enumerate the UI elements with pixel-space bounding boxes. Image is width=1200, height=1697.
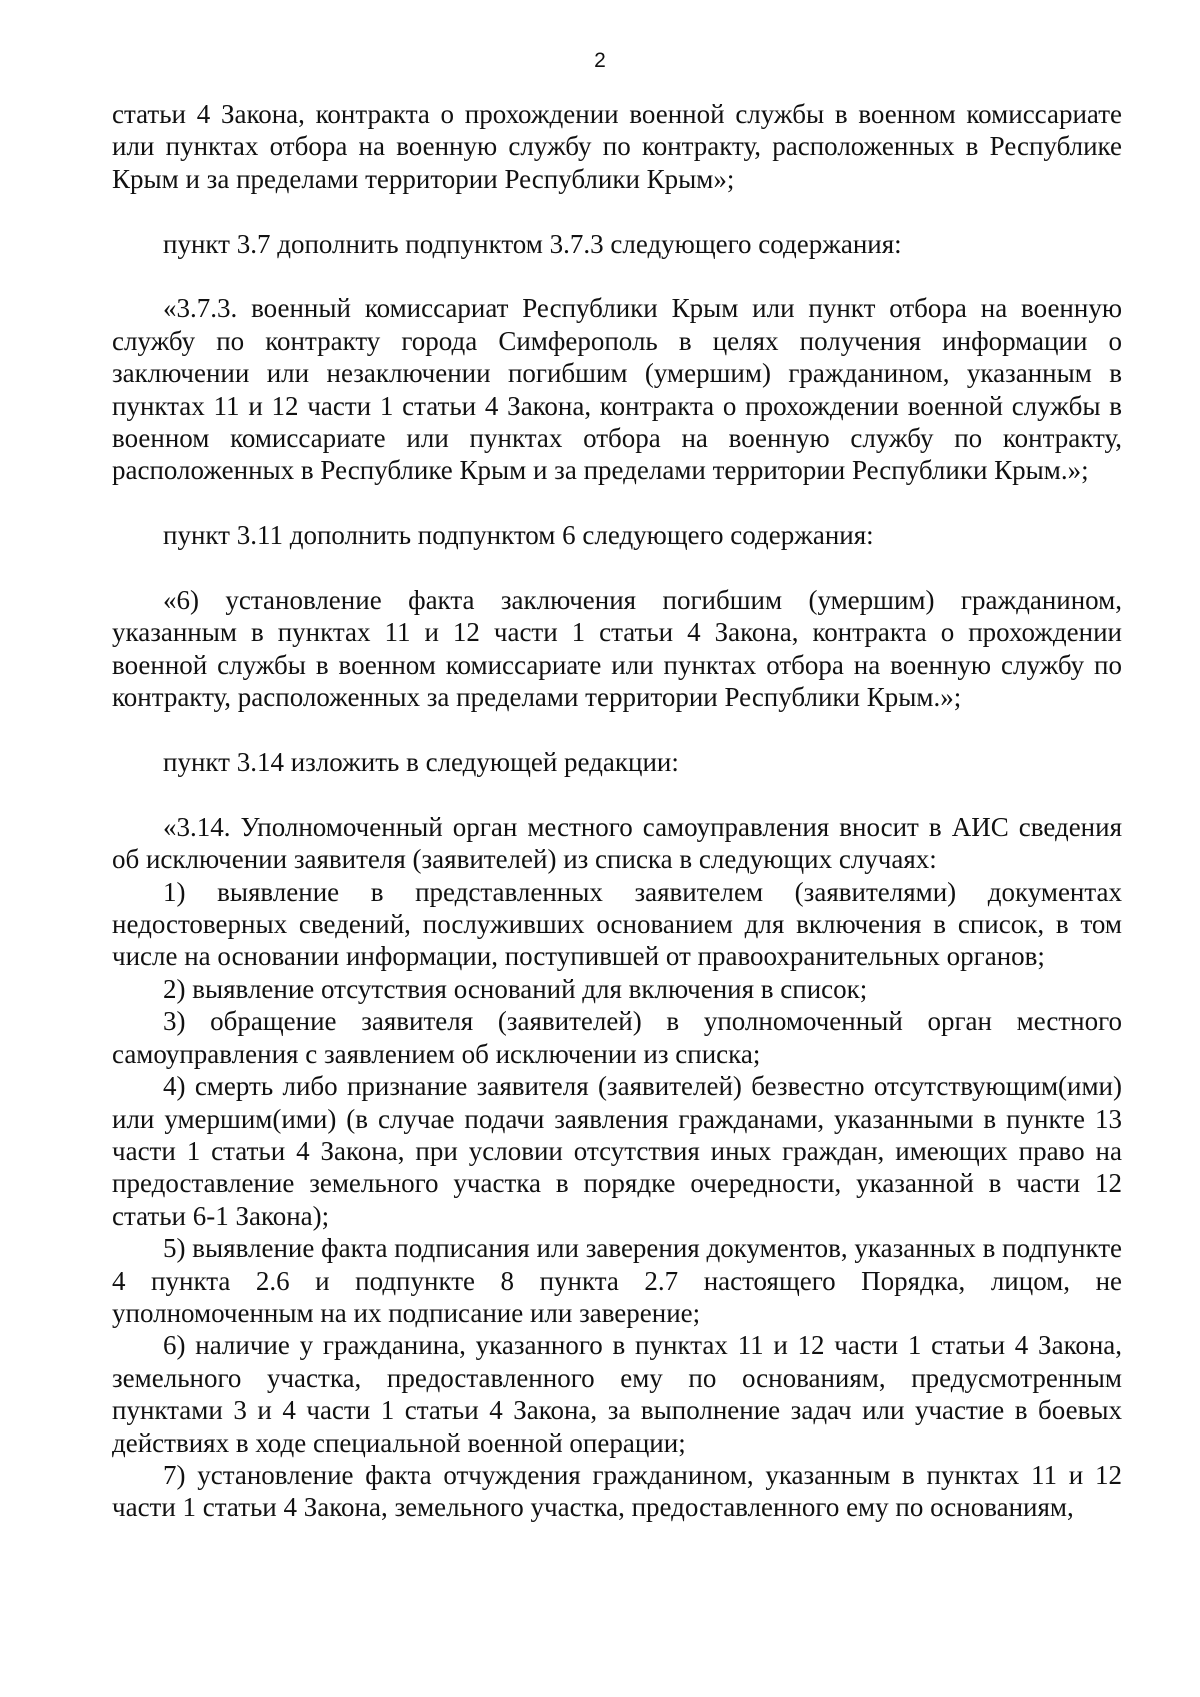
list-item-7: 7) установление факта отчуждения гражданином, указанным в пунктах 11 и 12 части 1 статьи 4 Закона, земельного участка, предоставленного ему по основаниям, (112, 1459, 1122, 1523)
paragraph-amendment-3-7: пункт 3.7 дополнить подпунктом 3.7.3 следующего содержания: (163, 228, 902, 259)
document-body (112, 98, 1122, 1524)
paragraph-subitem-6: «6) установление факта заключения погибшим (умершим) гражданином, указанным в пунктах 11 и 12 части 1 статьи 4 Закона, контракта о прохождении военной службы в военном комиссариате или пунктах отбора на военную службу по контракту, расположенных за пределами территории Республики Крым.»; (112, 585, 1122, 713)
page-number: 2 (594, 49, 606, 72)
list-item-3: 3) обращение заявителя (заявителей) в уполномоченный орган местного самоуправления с заявлением об исключении из списка; (112, 1006, 1122, 1069)
list-item-2: 2) выявление отсутствия оснований для включения в список; (163, 973, 868, 1004)
list-item-6: 6) наличие у гражданина, указанного в пунктах 11 и 12 части 1 статьи 4 Закона, земельного участка, предоставленного ему по основаниям, предусмотренным пунктами 3 и 4 части 1 статьи 4 Закона, за выполнение задач или участие в боевых действиях в ходе специальной военной операции; (112, 1330, 1122, 1458)
paragraph-amendment-3-11: пункт 3.11 дополнить подпунктом 6 следующего содержания: (163, 520, 874, 551)
paragraph-amendment-3-14: пункт 3.14 изложить в следующей редакции: (163, 747, 679, 778)
paragraph-continuation: статьи 4 Закона, контракта о прохождении военной службы в военном комиссариате или пунктах отбора на военную службу по контракту, расположенных в Республике Крым и за пределами территории Республики Крым»; (112, 99, 1122, 194)
paragraph-3-7-3: «3.7.3. военный комиссариат Республики Крым или пункт отбора на военную службу по контракту города Симферополь в целях получения информации о заключении или незаключении погибшим (умершим) гражданином, указанным в пунктах 11 и 12 части 1 статьи 4 Закона, контракта о прохождении военной службы в военном комиссариате или пунктах отбора на военную службу по контракту, расположенных в Республике Крым и за пределами территории Республики Крым.»; (112, 293, 1122, 486)
list-item-1: 1) выявление в представленных заявителем (заявителями) документах недостоверных сведений, послуживших основанием для включения в список, в том числе на основании информации, поступившей от правоохранительных органов; (112, 876, 1122, 972)
paragraph-3-14: «3.14. Уполномоченный орган местного самоуправления вносит в АИС сведения об исключении заявителя (заявителей) из списка в следующих случаях: (112, 811, 1122, 875)
list-item-5: 5) выявление факта подписания или заверения документов, указанных в подпункте 4 пункта 2.6 и подпункте 8 пункта 2.7 настоящего Порядка, лицом, не уполномоченным на их подписание или заверение; (112, 1233, 1122, 1328)
list-item-4: 4) смерть либо признание заявителя (заявителей) безвестно отсутствующим(ими) или умершим(ими) (в случае подачи заявления гражданами, указанными в пункте 13 части 1 статьи 4 Закона, при условии отсутствия иных граждан, имеющих право на предоставление земельного участка в порядке очередности, указанной в части 12 статьи 6-1 Закона); (112, 1071, 1122, 1231)
